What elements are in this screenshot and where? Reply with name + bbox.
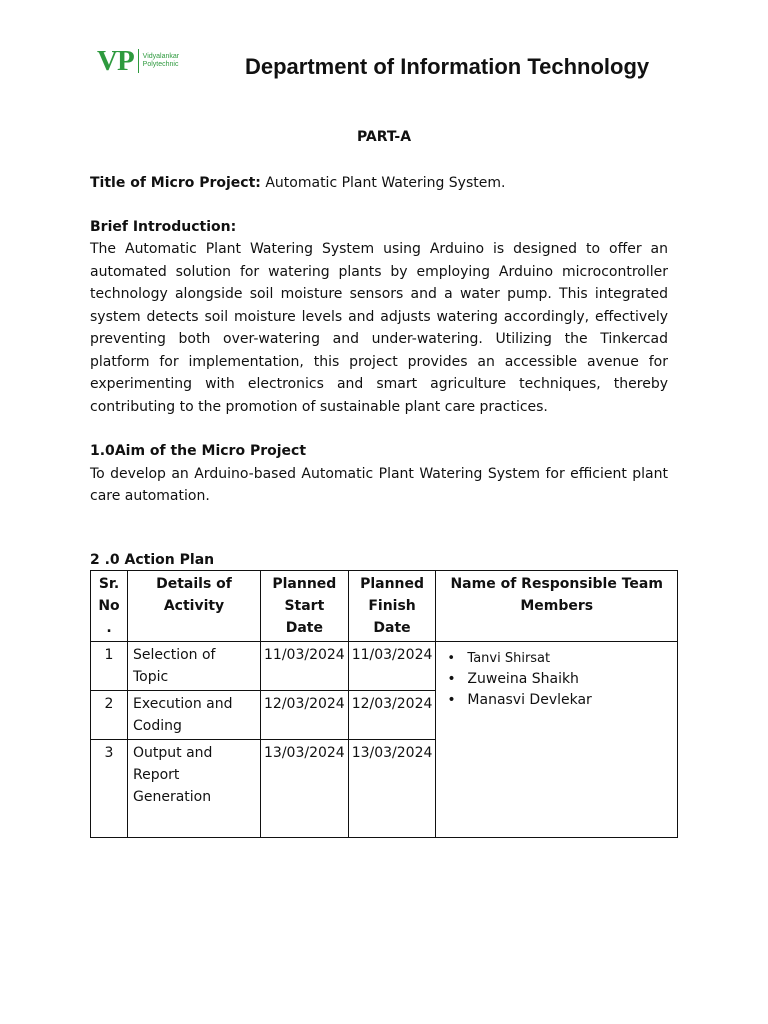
team-members-cell — [436, 642, 678, 838]
list-item: • Zuweina Shaikh — [467, 669, 672, 690]
row-finish-date: 11/03/2024 — [348, 642, 436, 691]
brief-intro-text: The Automatic Plant Watering System using Arduino is designed to offer an automated solution for watering plants by employing Arduino microcontroller technology alongside soil moisture sensors and a water pump. This integrated system detects soil moisture levels and adjusts watering accordingly, effectively preventing both over-watering and under-watering. Utilizing the Tinkercad platform for implementation, this project provides an accessible avenue for experimenting with electronics and smart agriculture techniques, thereby contributing to the promotion of sustainable plant care practices. — [90, 241, 668, 415]
row-activity: Selection of Topic — [128, 642, 261, 691]
logo-text — [143, 53, 179, 69]
part-title: PART-A — [356, 129, 412, 145]
aim-text: To develop an Arduino-based Automatic Plant Watering System for efficient plant care automation. — [90, 465, 668, 504]
institute-logo — [97, 46, 179, 76]
row-start-date: 12/03/2024 — [261, 691, 349, 740]
action-plan-table — [90, 570, 678, 838]
brief-intro-heading: Brief Introduction: — [90, 218, 237, 235]
team-members-list — [441, 648, 672, 711]
list-item: • Manasvi Devlekar — [467, 690, 672, 711]
row-finish-date: 12/03/2024 — [348, 691, 436, 740]
col-details: Details of Activity — [128, 571, 261, 642]
logo-text-line1: Vidyalankar — [142, 53, 180, 60]
aim-heading — [90, 440, 668, 463]
list-item: • Tanvi Shirsat — [467, 648, 672, 669]
table-header-row — [91, 571, 678, 642]
logo-divider — [138, 49, 139, 73]
department-title: Department of Information Technology — [245, 54, 650, 79]
row-start-date: 13/03/2024 — [261, 740, 349, 838]
table-row — [91, 642, 678, 691]
col-members: Name of Responsible Team Members — [436, 571, 678, 642]
row-start-date: 11/03/2024 — [261, 642, 349, 691]
document-body — [90, 172, 668, 570]
page-header — [0, 40, 768, 90]
row-sr: 1 — [91, 642, 128, 691]
action-plan-heading: 2 .0 Action Plan — [90, 551, 215, 568]
logo-text-line2: Polytechnic — [142, 61, 179, 68]
project-title-line — [90, 172, 668, 195]
col-sr-no: Sr. No . — [91, 571, 128, 642]
col-finish-date: Planned Finish Date — [348, 571, 436, 642]
aim-heading-text: Aim of the Micro Project — [114, 443, 307, 459]
row-finish-date: 13/03/2024 — [348, 740, 436, 838]
aim-number: 1.0 — [90, 443, 115, 459]
row-sr: 2 — [91, 691, 128, 740]
row-activity: Output and Report Generation — [128, 740, 261, 838]
project-title-value: Automatic Plant Watering System. — [265, 175, 506, 191]
row-activity: Execution and Coding — [128, 691, 261, 740]
project-title-label: Title of Micro Project: — [90, 175, 261, 191]
logo-mark: VP — [97, 45, 134, 77]
col-start-date: Planned Start Date — [261, 571, 349, 642]
row-sr: 3 — [91, 740, 128, 838]
